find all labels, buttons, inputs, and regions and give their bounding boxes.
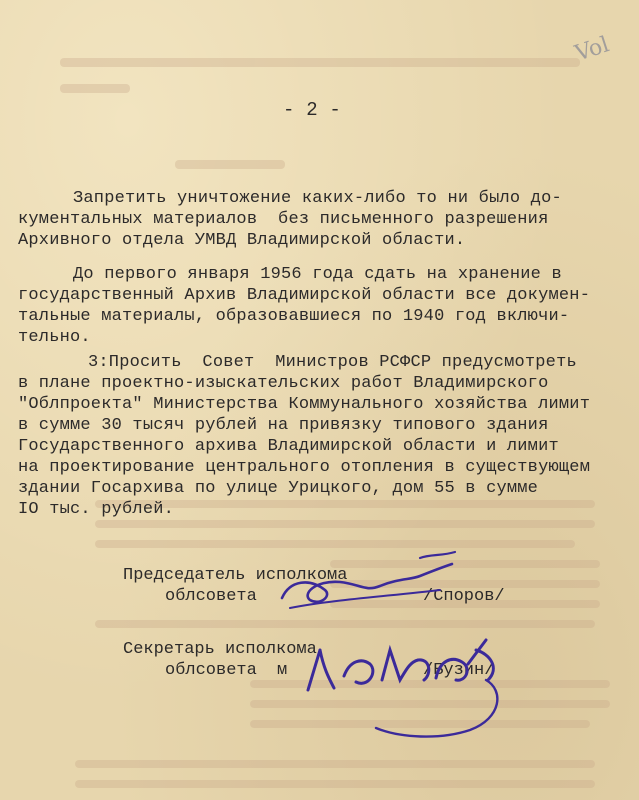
text-line: Архивного отдела УМВД Владимирской области.	[18, 231, 466, 250]
text-line: "Облпроекта" Министерства Коммунального хозяйства лимит	[18, 395, 591, 414]
text-line: в плане проектно-изыскательских работ Владимирского	[18, 374, 549, 393]
text-line: Запретить уничтожение каких-либо то ни было до-	[73, 189, 562, 208]
text-line: IO тыс. рублей.	[18, 500, 175, 519]
text-line: на проектирование центрального отопления в существующем	[18, 458, 591, 477]
text-line: кументальных материалов без письменного разрешения	[18, 210, 549, 229]
text-line: Государственного архива Владимирской области и лимит	[18, 437, 559, 456]
text-line: государственный Архив Владимирской области все докумен-	[18, 286, 591, 305]
chairman-org: облсовета	[165, 587, 257, 606]
secretary-org: облсовета	[165, 661, 257, 680]
secretary-mark: м	[277, 661, 288, 680]
chairman-name: /Споров/	[423, 587, 505, 606]
text-line: тельно.	[18, 328, 91, 347]
chairman-title: Председатель исполкома	[123, 566, 348, 585]
text-line: До первого января 1956 года сдать на хранение в	[73, 265, 562, 284]
text-line: здании Госархива по улице Урицкого, дом 55 в сумме	[18, 479, 539, 498]
text-line: в сумме 30 тысяч рублей на привязку типового здания	[18, 416, 549, 435]
secretary-title: Секретарь исполкома	[123, 640, 317, 659]
text-line: тальные материалы, образовавшиеся по 1940 год включи-	[18, 307, 570, 326]
margin-note-mark: Vol	[572, 32, 613, 67]
text-line: 3:Просить Совет Министров РСФСР предусмотреть	[88, 353, 577, 372]
page-number: - 2 -	[283, 99, 342, 121]
secretary-name: /Бузин/	[423, 661, 495, 680]
